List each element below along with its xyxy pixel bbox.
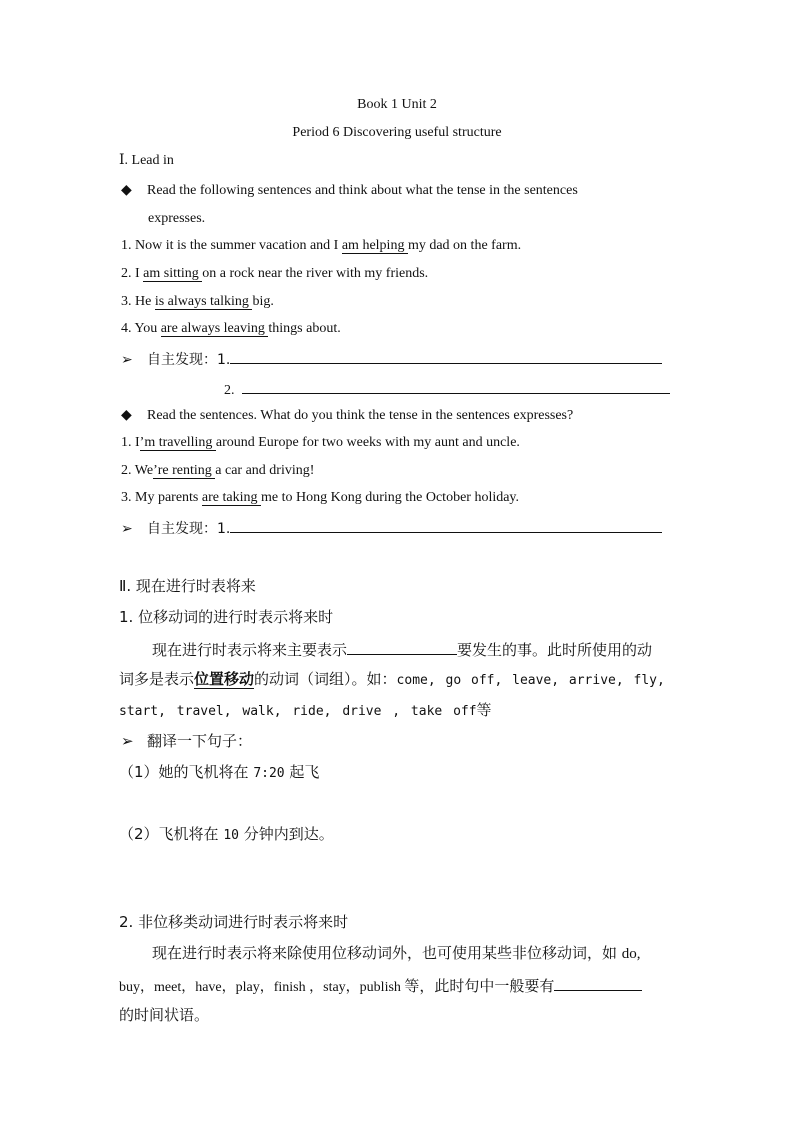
answer-number: 2. xyxy=(224,383,235,398)
rule-paragraph-line-2: 词多是表示位置移动的动词（词组）。如：come, go off, leave, arrive, fly, xyxy=(119,670,665,688)
diamond-bullet-icon: ◆ xyxy=(121,183,132,198)
doc-subtitle: Period 6 Discovering useful structure xyxy=(292,125,502,140)
verb-examples: come, go off, leave, arrive, fly, xyxy=(396,673,665,688)
discover-answer-2 xyxy=(224,379,670,400)
underlined-verb: am helping xyxy=(341,238,408,253)
rule-paragraph-line-1: 现在进行时表示将来主要表示 要发生的事。此时所使用的动 xyxy=(152,641,653,659)
task-1-line-2: expresses. xyxy=(148,211,206,226)
example-sentence-4: 4. You are always leaving things about. xyxy=(121,321,341,336)
underlined-verb: are always leaving xyxy=(160,321,269,336)
discover-label: 自主发现：1. xyxy=(147,352,231,368)
answer-blank[interactable] xyxy=(554,975,642,991)
underlined-verb: is always talking xyxy=(154,294,253,309)
discover-label: 自主发现：1. xyxy=(147,521,231,537)
translate-question-1: （1）她的飞机将在 7:20 起飞 xyxy=(119,763,320,781)
doc-title: Book 1 Unit 2 xyxy=(357,97,437,112)
section-1-heading: Ⅰ. Lead in xyxy=(119,153,174,168)
underlined-verb: are taking xyxy=(201,490,261,505)
example-sentence-3: 3. He is always talking big. xyxy=(121,294,274,309)
rule2-paragraph-line-2: buy，meet，have，play，finish ，stay，publish 等，此时句中一般要有 xyxy=(119,975,642,997)
verb-examples: start, travel, walk, ride, drive , take off xyxy=(119,704,477,719)
arrow-bullet-icon: ➢ xyxy=(121,732,134,750)
subsection-1-heading: 1. 位移动词的进行时表示将来时 xyxy=(119,608,334,626)
emphasis-term: 位置移动 xyxy=(194,670,255,688)
translate-question-2: （2）飞机将在 10 分钟内到达。 xyxy=(119,825,334,843)
underlined-verb: ’re renting xyxy=(153,463,216,478)
subsection-2-heading: 2. 非位移类动词进行时表示将来时 xyxy=(119,913,349,931)
diamond-bullet-icon: ◆ xyxy=(121,408,132,423)
underlined-verb: ’m travelling xyxy=(139,435,216,450)
example-sentence-5: 1. I’m travelling around Europe for two weeks with my aunt and uncle. xyxy=(121,435,520,450)
answer-blank[interactable] xyxy=(230,349,662,364)
underlined-verb: am sitting xyxy=(143,266,203,281)
answer-blank[interactable] xyxy=(230,518,662,533)
example-sentence-6: 2. We’re renting a car and driving! xyxy=(121,463,315,478)
answer-blank[interactable] xyxy=(242,379,670,394)
arrow-bullet-icon: ➢ xyxy=(121,353,133,368)
example-sentence-2: 2. I am sitting on a rock near the river with my friends. xyxy=(121,266,429,281)
rule2-paragraph-line-1: 现在进行时表示将来除使用位移动词外，也可使用某些非位移动词，如 do, xyxy=(152,944,641,962)
task-1-instruction: Read the following sentences and think about what the tense in the sentences xyxy=(147,183,578,198)
answer-blank[interactable] xyxy=(347,639,457,655)
verb-examples: buy，meet，have，play，finish ，stay，publish xyxy=(119,980,405,995)
discover-answer-3 xyxy=(121,518,662,539)
rule-paragraph-line-3: start, travel, walk, ride, drive , take off等 xyxy=(119,701,492,719)
arrow-bullet-icon: ➢ xyxy=(121,522,133,537)
task-2-line-1 xyxy=(121,407,573,425)
section-2-heading: Ⅱ. 现在进行时表将来 xyxy=(119,577,256,595)
discover-answer-1 xyxy=(121,349,662,370)
example-sentence-7: 3. My parents are taking me to Hong Kong during the October holiday. xyxy=(121,490,520,505)
example-sentence-1: 1. Now it is the summer vacation and I am helping my dad on the farm. xyxy=(121,238,522,253)
rule2-paragraph-line-3: 的时间状语。 xyxy=(119,1006,210,1024)
task-2-instruction: Read the sentences. What do you think the tense in the sentences expresses? xyxy=(147,408,574,423)
translate-instruction: ➢ 翻译一下句子： xyxy=(121,732,253,750)
task-1-line-1 xyxy=(121,182,578,200)
